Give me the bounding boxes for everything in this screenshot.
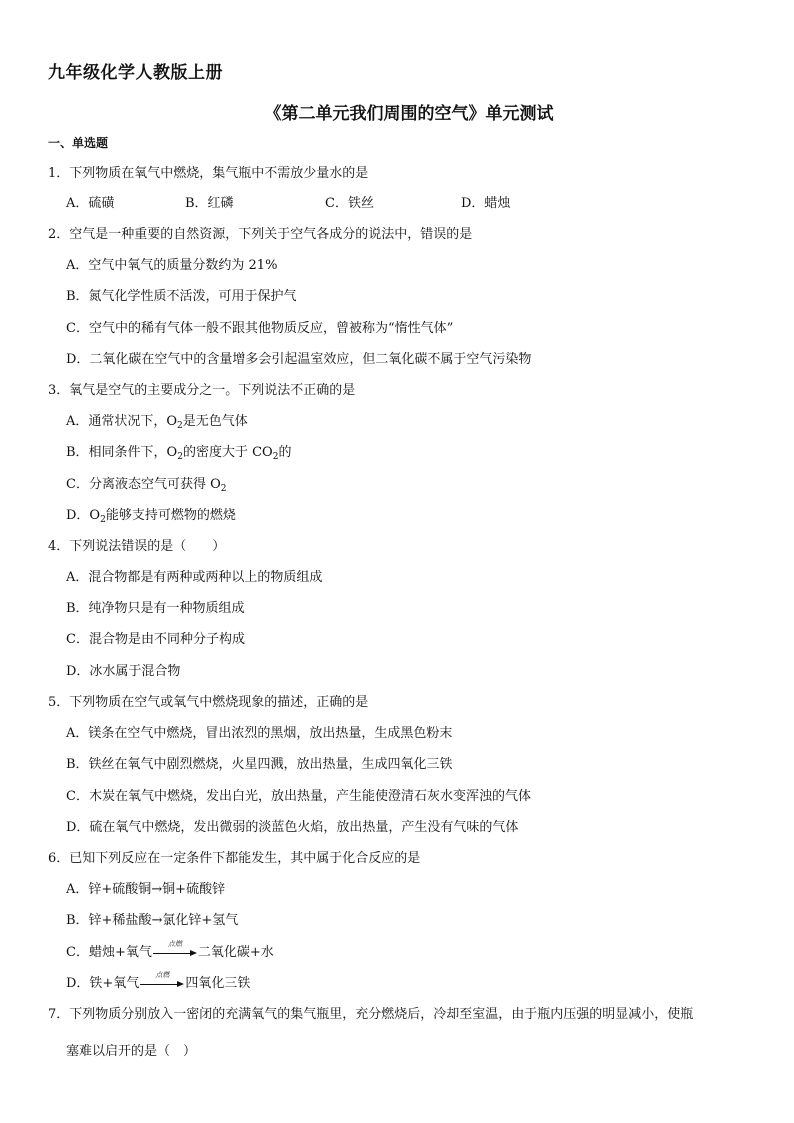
- question-3-option-d: [66, 504, 236, 525]
- question-1-option-d: D．蜡烛: [461, 196, 511, 211]
- question-2-option-c: C．空气中的稀有气体一般不跟其他物质反应，曾被称为“惰性气体”: [66, 321, 454, 336]
- q3a-text-pre: A．通常状况下，O: [66, 414, 178, 429]
- question-6-option-d: [66, 972, 250, 991]
- q6c-products: 二氧化碳+水: [197, 945, 274, 960]
- question-2-option-b: B．氮气化学性质不活泼，可用于保护气: [66, 289, 297, 304]
- question-4-option-b: B．纯净物只是有一种物质组成: [66, 601, 245, 616]
- q3c-subscript: 2: [220, 484, 227, 494]
- question-1-stem: 1．下列物质在氧气中燃烧，集气瓶中不需放少量水的是: [48, 166, 369, 181]
- q3b-subscript: 2: [177, 452, 183, 462]
- q3c-text-pre: C．分离液态空气可获得 O: [66, 477, 221, 492]
- q6d-condition: 点燃: [155, 970, 170, 979]
- question-6-option-a: A．锌+硫酸铜→铜+硫酸锌: [66, 882, 226, 897]
- question-5-option-c: C．木炭在氧气中燃烧，发出白光，放出热量，产生能使澄清石灰水变浑浊的气体: [66, 789, 531, 804]
- arrow-head: [177, 981, 184, 987]
- q3a-text-post: 是无色气体: [182, 414, 248, 429]
- question-3-option-c: [66, 473, 226, 494]
- question-6-option-c: [66, 941, 274, 960]
- question-4-option-c: C．混合物是由不同种分子构成: [66, 632, 245, 647]
- q3b-text-mid: 的密度大于 CO: [182, 445, 273, 460]
- q3d-subscript: 2: [100, 515, 106, 525]
- question-2-option-d: D．二氧化碳在空气中的含量增多会引起温室效应，但二氧化碳不属于空气污染物: [66, 352, 532, 367]
- question-7-stem: 7．下列物质分别放入一密闭的充满氧气的集气瓶里，充分燃烧后，冷却至室温，由于瓶内压强的明显减小，使瓶: [48, 1007, 694, 1022]
- section-heading: 一、单选题: [48, 136, 109, 150]
- question-7-stem-continued: 塞难以启开的是（ ）: [66, 1044, 197, 1059]
- question-3-option-a: [66, 410, 248, 431]
- question-6-stem: 6．已知下列反应在一定条件下都能发生，其中属于化合反应的是: [48, 851, 421, 866]
- q3a-subscript: 2: [177, 421, 183, 431]
- arrow-line: [140, 984, 178, 985]
- question-5-option-b: B．铁丝在氧气中剧烈燃烧，火星四溅，放出热量，生成四氧化三铁: [66, 757, 453, 772]
- question-4-option-d: D．冰水属于混合物: [66, 664, 181, 679]
- q3d-text-post: 能够支持可燃物的燃烧: [105, 508, 236, 523]
- question-1-option-a: A．硫磺: [66, 196, 115, 211]
- reaction-arrow-icon: [140, 970, 184, 989]
- grade-heading: 九年级化学人教版上册: [48, 63, 223, 83]
- arrow-line: [153, 953, 191, 954]
- q6c-reactants: C．蜡烛+氧气: [66, 945, 152, 960]
- page-title: [0, 99, 794, 124]
- q6d-reactants: D．铁+氧气: [66, 976, 140, 991]
- question-5-stem: 5．下列物质在空气或氧气中燃烧现象的描述，正确的是: [48, 695, 369, 710]
- q3b-text-post: 的: [278, 445, 292, 460]
- q3d-text-pre: D．O: [66, 508, 101, 523]
- question-1-option-b: B．红磷: [185, 196, 234, 211]
- arrow-head: [190, 950, 197, 956]
- question-5-option-d: D．硫在氧气中燃烧，发出微弱的淡蓝色火焰，放出热量，产生没有气味的气体: [66, 820, 519, 835]
- question-4-stem: 4．下列说法错误的是（ ）: [48, 539, 226, 554]
- reaction-arrow-icon: [153, 939, 197, 958]
- question-4-option-a: A．混合物都是有两种或两种以上的物质组成: [66, 570, 323, 585]
- question-3-stem: 3．氧气是空气的主要成分之一。下列说法不正确的是: [48, 383, 356, 398]
- question-1-option-c: C．铁丝: [325, 196, 374, 211]
- question-3-option-b: [66, 441, 291, 462]
- question-2-stem: 2．空气是一种重要的自然资源，下列关于空气各成分的说法中，错误的是: [48, 227, 473, 242]
- question-2-option-a: A．空气中氧气的质量分数约为 21%: [66, 258, 278, 273]
- q3b-subscript-2: 2: [272, 452, 279, 462]
- question-6-option-b: B．锌+稀盐酸→氯化锌+氢气: [66, 913, 239, 928]
- question-5-option-a: A．镁条在空气中燃烧，冒出浓烈的黑烟，放出热量，生成黑色粉末: [66, 726, 453, 741]
- title-text: 《第二单元我们周围的空气》单元测试: [264, 104, 554, 124]
- q3b-text-pre: B．相同条件下，O: [66, 445, 178, 460]
- q6d-products: 四氧化三铁: [185, 976, 251, 991]
- q6c-condition: 点燃: [167, 939, 182, 948]
